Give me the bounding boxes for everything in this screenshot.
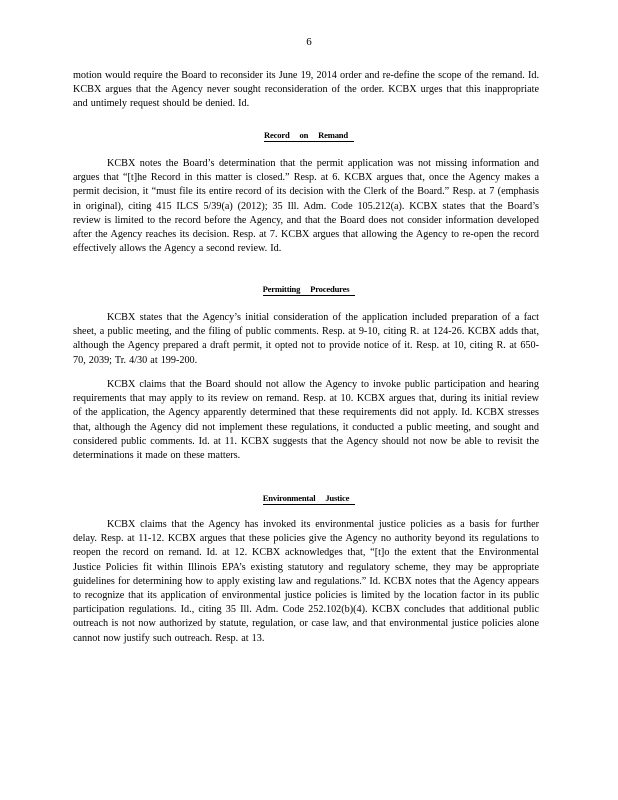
paragraph: KCBX claims that the Board should not allow the Agency to invoke public participation and hearing requirements that may apply to its review on remand. Resp. at 10. KCBX argues that, during its initial review of the application, the Agency apparently determined that these requirements did not apply. Id. KCBX stresses that, although the Agency did not implement these regulations, it conducted a public meeting, and sought and considered public comments. Id. at 11. KCBX suggests that the Agency should not now be able to revisit the determinations it made on these matters. bbox=[73, 379, 539, 462]
section-heading-environmental-justice bbox=[0, 493, 618, 503]
section-permitting-procedures-body-1 bbox=[73, 311, 539, 368]
section-heading-permitting-procedures bbox=[0, 284, 618, 294]
section-record-on-remand-body bbox=[73, 157, 539, 256]
heading-text: Permitting Procedures bbox=[263, 284, 356, 296]
paragraph: KCBX notes the Board’s determination that the permit application was not missing information and argues that “[t]he Record in this matter is closed.” Resp. at 6. KCBX argues that, once the Agency makes a permit decision, it “must file its entire record of its decision with the Clerk of the Board.” Resp. at 7 (emphasis in original), citing 415 ILCS 5/39(a) (2012); 35 Ill. Adm. Code 105.212(a). KCBX states that the Board’s review is limited to the record before the Agency, and that the Board does not consider information developed after the Agency reaches its decision. Resp. at 7. KCBX argues that allowing the Agency to re-open the record effectively allows the Agency a second review. Id. bbox=[73, 158, 539, 255]
paragraph: KCBX states that the Agency’s initial consideration of the application included preparation of a fact sheet, a public meeting, and the filing of public comments. Resp. at 9-10, citing R. at 124-26. KCBX adds that, although the Agency prepared a draft permit, it opted not to provide notice of it. Resp. at 10, citing R. at 650-70, 2039; Tr. 4/30 at 199-200. bbox=[73, 312, 539, 366]
section-heading-record-on-remand bbox=[0, 130, 618, 140]
heading-text: Record on Remand bbox=[264, 130, 354, 142]
section-permitting-procedures-body-2 bbox=[73, 378, 539, 463]
paragraph: motion would require the Board to reconsider its June 19, 2014 order and re-define the scope of the remand. Id. KCBX argues that the Agency never sought reconsideration of the order. KCBX urges that this inappropriate and untimely request should be denied. Id. bbox=[73, 70, 539, 110]
intro-paragraph bbox=[73, 69, 539, 112]
heading-text: Environmental Justice bbox=[263, 493, 355, 505]
paragraph: KCBX claims that the Agency has invoked its environmental justice policies as a basis for further delay. Resp. at 11-12. KCBX argues that these policies give the Agency no authority beyond its regulations to reopen the record on remand. Id. at 12. KCBX acknowledges that, “[t]o the extent that the Environmental Justice Policies fit within Illinois EPA’s existing statutory and regulatory scheme, they may be appropriate guidelines for determining how to apply existing law and regulations.” Id. KCBX notes that the Agency appears to recognize that its application of environmental justice policies is limited by the location factor in its public participation regulations. Id., citing 35 Ill. Adm. Code 252.102(b)(4). KCBX concludes that additional public outreach is not now authorized by statute, regulation, or case law, and that environmental justice policies alone cannot now justify such outreach. Resp. at 13. bbox=[73, 519, 539, 644]
page-number: 6 bbox=[306, 36, 312, 48]
section-environmental-justice-body bbox=[73, 518, 539, 646]
